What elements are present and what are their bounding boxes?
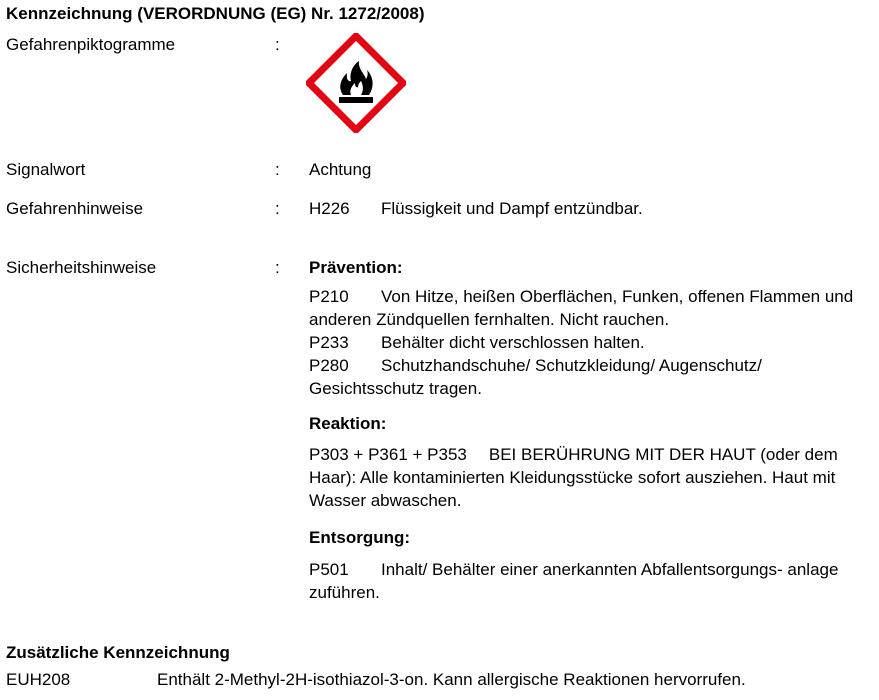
pictograms-colon: : (275, 35, 280, 54)
prevention-text: Behälter dicht verschlossen halten. (381, 333, 645, 352)
signal-word-label: Signalwort (6, 160, 86, 179)
prevention-item (309, 354, 874, 400)
precautionary-statements-label: Sicherheitshinweise (6, 258, 157, 277)
euh-text: Enthält 2-Methyl-2H-isothiazol-3-on. Kann allergische Reaktionen hervorrufen. (157, 670, 746, 689)
prevention-code: P280 (309, 356, 349, 375)
reaction-item (309, 443, 874, 512)
additional-labelling-title: Zusätzliche Kennzeichnung (6, 643, 230, 662)
reaction-text: BEI BERÜHRUNG MIT DER HAUT (oder dem Haar): Alle kontaminierten Kleidungsstücke sofort ausziehen. Haut mit Wasser abwaschen. (309, 445, 838, 510)
prevention-code: P233 (309, 333, 349, 352)
signal-word-value: Achtung (309, 160, 372, 179)
disposal-text: Inhalt/ Behälter einer anerkannten Abfallentsorgungs- anlage zuführen. (309, 560, 839, 602)
section-heading: Kennzeichnung (VERORDNUNG (EG) Nr. 1272/2008) (6, 4, 425, 23)
precautionary-statements-colon: : (275, 258, 280, 277)
prevention-code: P210 (309, 287, 349, 306)
prevention-item (309, 331, 874, 354)
hazard-statements-colon: : (275, 199, 280, 218)
flame-hazard-icon (306, 33, 406, 133)
euh-code: EUH208 (6, 670, 71, 689)
disposal-item (309, 558, 874, 604)
hazard-statement (309, 199, 643, 219)
prevention-title: Prävention: (309, 258, 403, 277)
pictograms-label: Gefahrenpiktogramme (6, 35, 176, 54)
hazard-text: Flüssigkeit und Dampf entzündbar. (381, 199, 643, 218)
prevention-text: Von Hitze, heißen Oberflächen, Funken, offenen Flammen und anderen Zündquellen fernhalten. Nicht rauchen. (309, 287, 854, 329)
reaction-title: Reaktion: (309, 414, 387, 433)
prevention-item (309, 285, 874, 331)
hazard-code: H226 (309, 199, 350, 218)
disposal-code: P501 (309, 560, 349, 579)
disposal-title: Entsorgung: (309, 528, 411, 547)
hazard-statements-label: Gefahrenhinweise (6, 199, 144, 218)
signal-word-colon: : (275, 160, 280, 179)
prevention-text: Schutzhandschuhe/ Schutzkleidung/ Augenschutz/ Gesichtsschutz tragen. (309, 356, 762, 398)
prevention-list (309, 285, 874, 400)
reaction-code: P303 + P361 + P353 (309, 445, 467, 464)
